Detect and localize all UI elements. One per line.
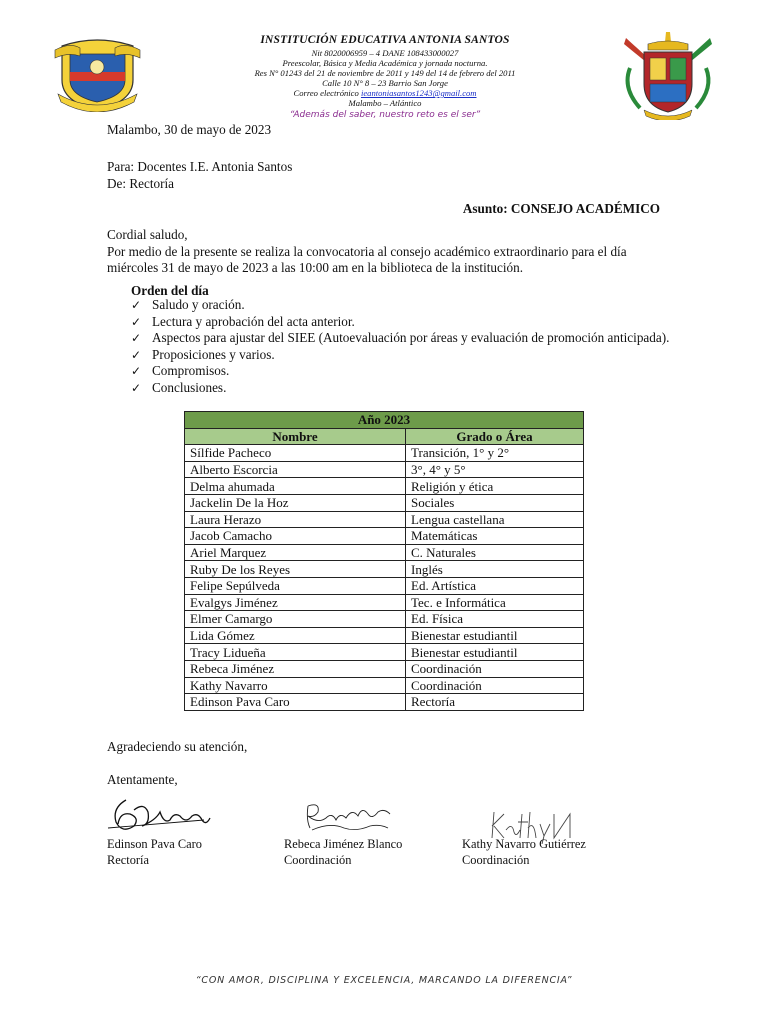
agenda-item: ✓ Aspectos para ajustar del SIEE (Autoevaluación por áreas y evaluación de promoción anticipada). — [131, 330, 670, 345]
table-row — [185, 677, 584, 694]
agenda-item: ✓ Proposiciones y varios. — [131, 346, 275, 362]
agenda-item: ✓ Compromisos. — [131, 363, 230, 378]
signer-name: Edinson Pava Caro — [107, 837, 202, 851]
table-row — [185, 627, 584, 644]
table-row — [185, 594, 584, 611]
regards-line: Atentamente, — [107, 772, 178, 787]
member-name-cell: Elmer Camargo — [185, 611, 406, 628]
column-header-name: Nombre — [185, 428, 406, 445]
member-area-cell: Lengua castellana — [406, 511, 584, 528]
school-motto: “Además del saber, nuestro reto es el ser” — [289, 110, 481, 120]
member-area-cell: Coordinación — [406, 660, 584, 677]
signer-name: Kathy Navarro Gutiérrez — [462, 837, 586, 851]
member-name-cell: Kathy Navarro — [185, 677, 406, 694]
member-area-cell: Tec. e Informática — [406, 594, 584, 611]
member-name-cell: Felipe Sepúlveda — [185, 577, 406, 594]
signature-rector-icon — [104, 790, 214, 840]
member-name-cell: Alberto Escorcia — [185, 461, 406, 478]
signature-coordinator-rebeca-icon — [300, 798, 400, 840]
email-link[interactable]: ieantoniasantos1243@gmail.com — [360, 88, 477, 99]
institution-name: INSTITUCIÓN EDUCATIVA ANTONIA SANTOS — [260, 34, 510, 46]
email-line — [180, 88, 590, 98]
letterhead — [180, 34, 590, 108]
greeting: Cordial saludo, — [107, 227, 188, 242]
agenda-title: Orden del día — [131, 283, 209, 298]
address-line: Calle 10 N° 8 – 23 Barrio San Jorge — [322, 77, 448, 88]
signature-block-rector — [107, 836, 202, 868]
resolution-line: Res N° 01243 del 21 de noviembre de 2011 y 149 del 14 de febrero del 2011 — [254, 67, 516, 78]
table-row — [185, 445, 584, 462]
email-label: Correo electrónico — [293, 88, 359, 99]
school-shield-logo-icon — [50, 32, 145, 112]
table-row — [185, 694, 584, 711]
signer-role: Rectoría — [107, 853, 149, 867]
member-name-cell: Tracy Lidueña — [185, 644, 406, 661]
to-line: Para: Docentes I.E. Antonia Santos — [107, 159, 293, 174]
checkmark-icon: ✓ — [131, 314, 142, 329]
municipal-coat-of-arms-icon — [618, 28, 718, 120]
member-area-cell: Ed. Física — [406, 611, 584, 628]
member-area-cell: Ed. Artística — [406, 577, 584, 594]
letter-body: Por medio de la presente se realiza la convocatoria al consejo académico extraordinario para el día miércoles 31 de mayo de 2023 a las 10:00 am en la biblioteca de la institución. — [107, 243, 627, 275]
checkmark-icon: ✓ — [131, 298, 142, 312]
member-area-cell: Rectoría — [406, 694, 584, 711]
member-area-cell: C. Naturales — [406, 544, 584, 561]
checkmark-icon: ✓ — [131, 380, 142, 395]
member-area-cell: 3°, 4° y 5° — [406, 461, 584, 478]
member-name-cell: Evalgys Jiménez — [185, 594, 406, 611]
member-name-cell: Ruby De los Reyes — [185, 561, 406, 578]
member-name-cell: Rebeca Jiménez — [185, 660, 406, 677]
city-line: Malambo – Atlántico — [348, 98, 422, 109]
member-area-cell: Bienestar estudiantil — [406, 644, 584, 661]
checkmark-icon: ✓ — [131, 347, 142, 362]
member-name-cell: Lida Gómez — [185, 627, 406, 644]
member-name-cell: Delma ahumada — [185, 478, 406, 495]
member-area-cell: Religión y ética — [406, 478, 584, 495]
signature-block-coordinator-1 — [284, 836, 402, 868]
member-area-cell: Transición, 1° y 2° — [406, 445, 584, 462]
member-name-cell: Edinson Pava Caro — [185, 694, 406, 711]
footer-slogan: “CON AMOR, DISCIPLINA Y EXCELENCIA, MARCANDO LA DIFERENCIA” — [195, 975, 573, 986]
table-row — [185, 494, 584, 511]
table-row — [185, 644, 584, 661]
table-row — [185, 577, 584, 594]
letter-date: Malambo, 30 de mayo de 2023 — [107, 122, 272, 137]
checkmark-icon: ✓ — [131, 364, 142, 378]
table-row — [185, 660, 584, 677]
table-row — [185, 561, 584, 578]
table-row — [185, 544, 584, 561]
member-name-cell: Ariel Marquez — [185, 544, 406, 561]
column-header-area: Grado o Área — [406, 428, 584, 445]
table-year-header: Año 2023 — [185, 412, 584, 429]
agenda-list — [131, 297, 671, 396]
checkmark-icon: ✓ — [131, 331, 142, 345]
agenda-item: ✓ Conclusiones. — [131, 379, 227, 395]
member-name-cell: Laura Herazo — [185, 511, 406, 528]
table-row — [185, 528, 584, 545]
table-row — [185, 461, 584, 478]
council-members-table — [184, 411, 584, 711]
from-line: De: Rectoría — [107, 175, 175, 191]
member-name-cell: Sílfide Pacheco — [185, 445, 406, 462]
addressee-block — [107, 159, 292, 192]
signer-role: Coordinación — [462, 853, 530, 867]
signature-block-coordinator-2 — [462, 836, 586, 868]
agenda-item: ✓ Lectura y aprobación del acta anterior. — [131, 313, 355, 329]
table-row — [185, 611, 584, 628]
member-area-cell: Matemáticas — [406, 528, 584, 545]
table-row — [185, 478, 584, 495]
closing-line: Agradeciendo su atención, — [107, 739, 248, 754]
nit-line: Nit 8020006959 – 4 DANE 108433000027 — [311, 47, 459, 58]
member-name-cell: Jacob Camacho — [185, 528, 406, 545]
agenda-item: ✓ Saludo y oración. — [131, 297, 245, 312]
member-area-cell: Bienestar estudiantil — [406, 627, 584, 644]
member-name-cell: Jackelin De la Hoz — [185, 494, 406, 511]
signer-name: Rebeca Jiménez Blanco — [284, 837, 403, 851]
levels-line: Preescolar, Básica y Media Académica y jornada nocturna. — [282, 57, 488, 68]
letter-intro — [107, 227, 667, 277]
member-area-cell: Coordinación — [406, 677, 584, 694]
signer-role: Coordinación — [284, 853, 352, 867]
member-area-cell: Inglés — [406, 561, 584, 578]
table-row — [185, 511, 584, 528]
subject-line: Asunto: CONSEJO ACADÉMICO — [462, 201, 660, 216]
member-area-cell: Sociales — [406, 494, 584, 511]
